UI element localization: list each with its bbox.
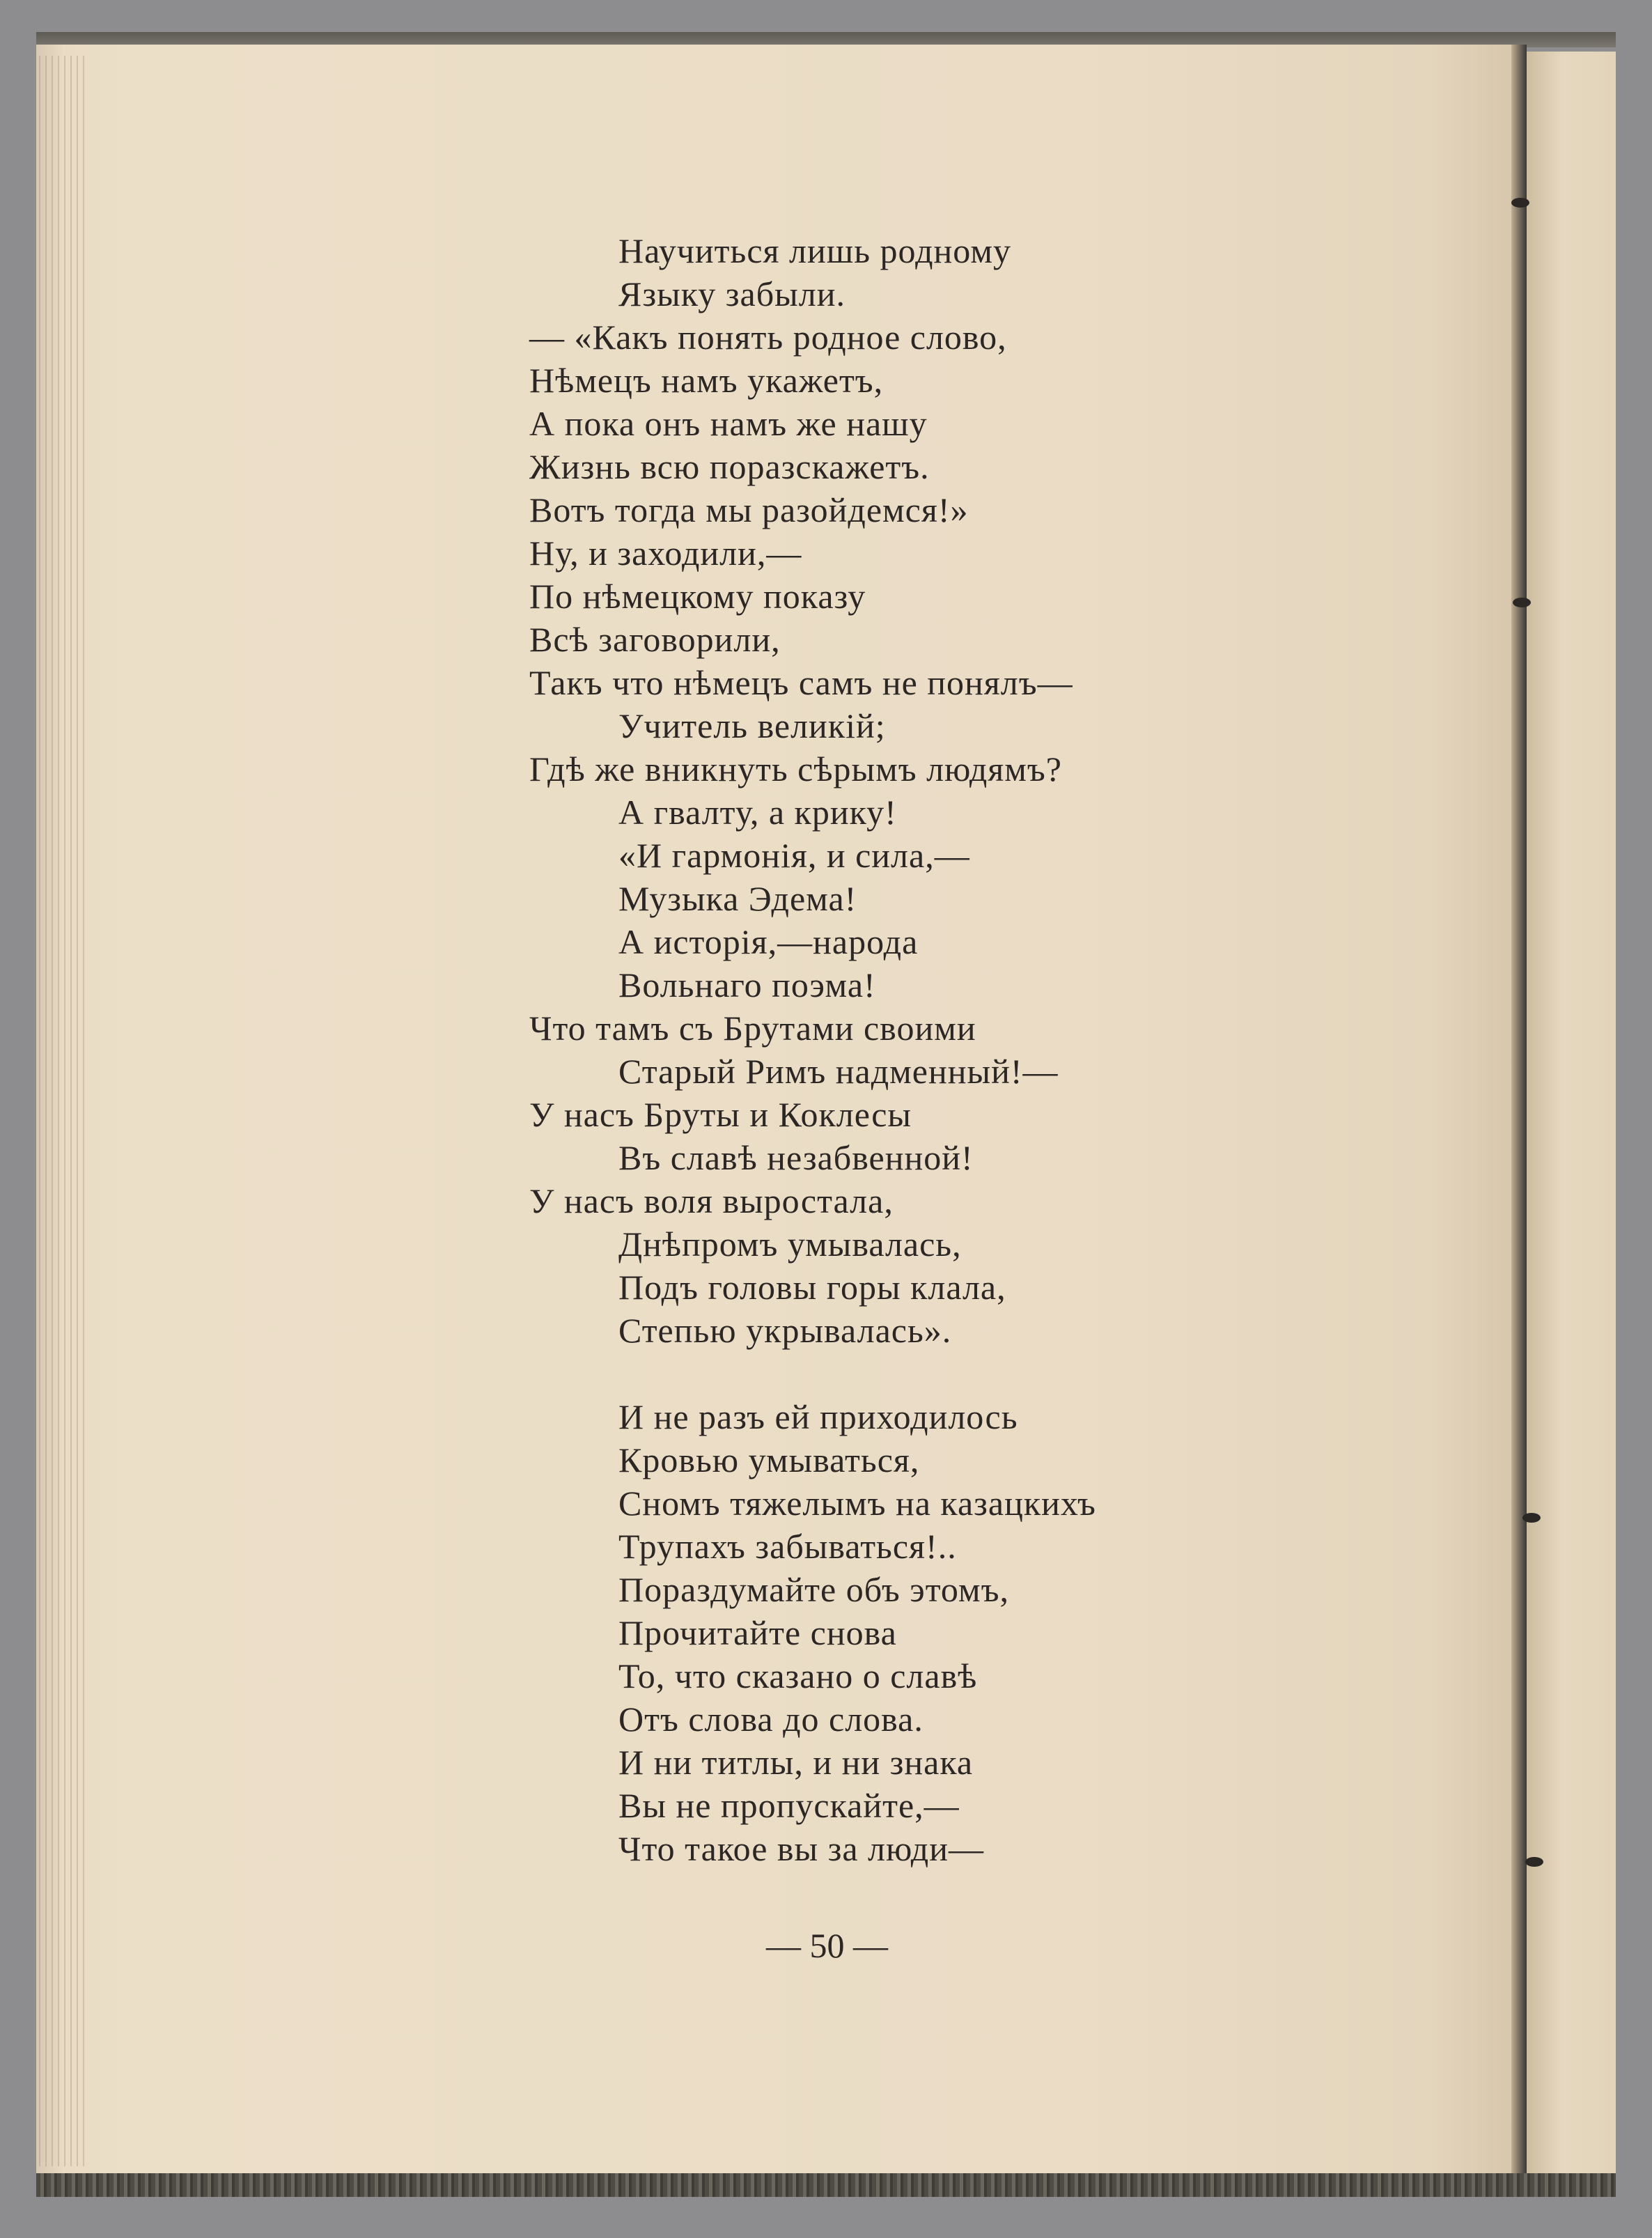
book-cover-edge-bottom xyxy=(36,2173,1616,2197)
poem-line: У насъ воля выростала, xyxy=(529,1181,894,1220)
poem-line: Пораздумайте объ этомъ, xyxy=(618,1570,1009,1609)
poem-line: То, что сказано о славѣ xyxy=(618,1656,978,1695)
poem-line: Степью укрывалась». xyxy=(618,1311,952,1350)
binding-thread-mark xyxy=(1511,198,1529,208)
poem-line: Жизнь всю поразскажетъ. xyxy=(529,447,930,486)
poem-line: А гвалту, а крику! xyxy=(618,793,897,832)
poem-line: Нѣмецъ намъ укажетъ, xyxy=(529,361,884,400)
poem-line: — «Какъ понять родное слово, xyxy=(529,318,1007,357)
poem-line: Днѣпромъ умывалась, xyxy=(618,1225,962,1264)
poem-line: Вольнаго поэма! xyxy=(618,965,876,1004)
poem-line: А исторія,—народа xyxy=(618,922,919,961)
poem-line: Прочитайте снова xyxy=(618,1613,897,1652)
poem-line: Подъ головы горы клала, xyxy=(618,1268,1006,1307)
poem-line: По нѣмецкому показу xyxy=(529,577,866,616)
poem-line: Отъ слова до слова. xyxy=(618,1700,924,1739)
poem-line: И ни титлы, и ни знака xyxy=(618,1743,974,1782)
poem-line: Что тамъ съ Брутами своими xyxy=(529,1009,976,1048)
poem-line: Кровью умываться, xyxy=(618,1440,920,1479)
poem-line: Всѣ заговорили, xyxy=(529,620,781,659)
poem-line: Старый Римъ надменный!— xyxy=(618,1052,1059,1091)
poem-line: Языку забыли. xyxy=(618,274,846,313)
poem-line: «И гармонія, и сила,— xyxy=(618,836,970,875)
page-number: — 50 — xyxy=(766,1926,888,1965)
poem-line: Гдѣ же вникнуть сѣрымъ людямъ? xyxy=(529,749,1062,788)
poem-line: Музыка Эдема! xyxy=(618,879,857,918)
poem-line: Ну, и заходили,— xyxy=(529,534,802,573)
binding-thread-mark xyxy=(1513,598,1531,607)
poem-line: Сномъ тяжелымъ на казацкихъ xyxy=(618,1484,1096,1523)
poem-line: Вы не пропускайте,— xyxy=(618,1786,960,1825)
scan-border-right xyxy=(1616,32,1652,2238)
poem-line: Трупахъ забываться!.. xyxy=(618,1527,957,1566)
poem-line: Что такое вы за люди— xyxy=(618,1829,985,1868)
page-stack-edge xyxy=(39,56,88,2166)
poem-line: Научиться лишь родному xyxy=(618,231,1011,270)
poem-line: Въ славѣ незабвенной! xyxy=(618,1138,974,1177)
poem-line: У насъ Бруты и Коклесы xyxy=(529,1095,912,1134)
poem-line: И не разъ ей приходилось xyxy=(618,1397,1018,1436)
poem-line: А пока онъ намъ же нашу xyxy=(529,404,928,443)
poem-line: Такъ что нѣмецъ самъ не понялъ— xyxy=(529,663,1073,702)
poem-line: Вотъ тогда мы разойдемся!» xyxy=(529,490,969,529)
facing-page-edge xyxy=(1527,52,1616,2176)
poem-line: Учитель великій; xyxy=(618,706,886,745)
binding-thread-mark xyxy=(1525,1857,1543,1867)
book-gutter xyxy=(1511,45,1527,2176)
binding-thread-mark xyxy=(1522,1513,1541,1523)
